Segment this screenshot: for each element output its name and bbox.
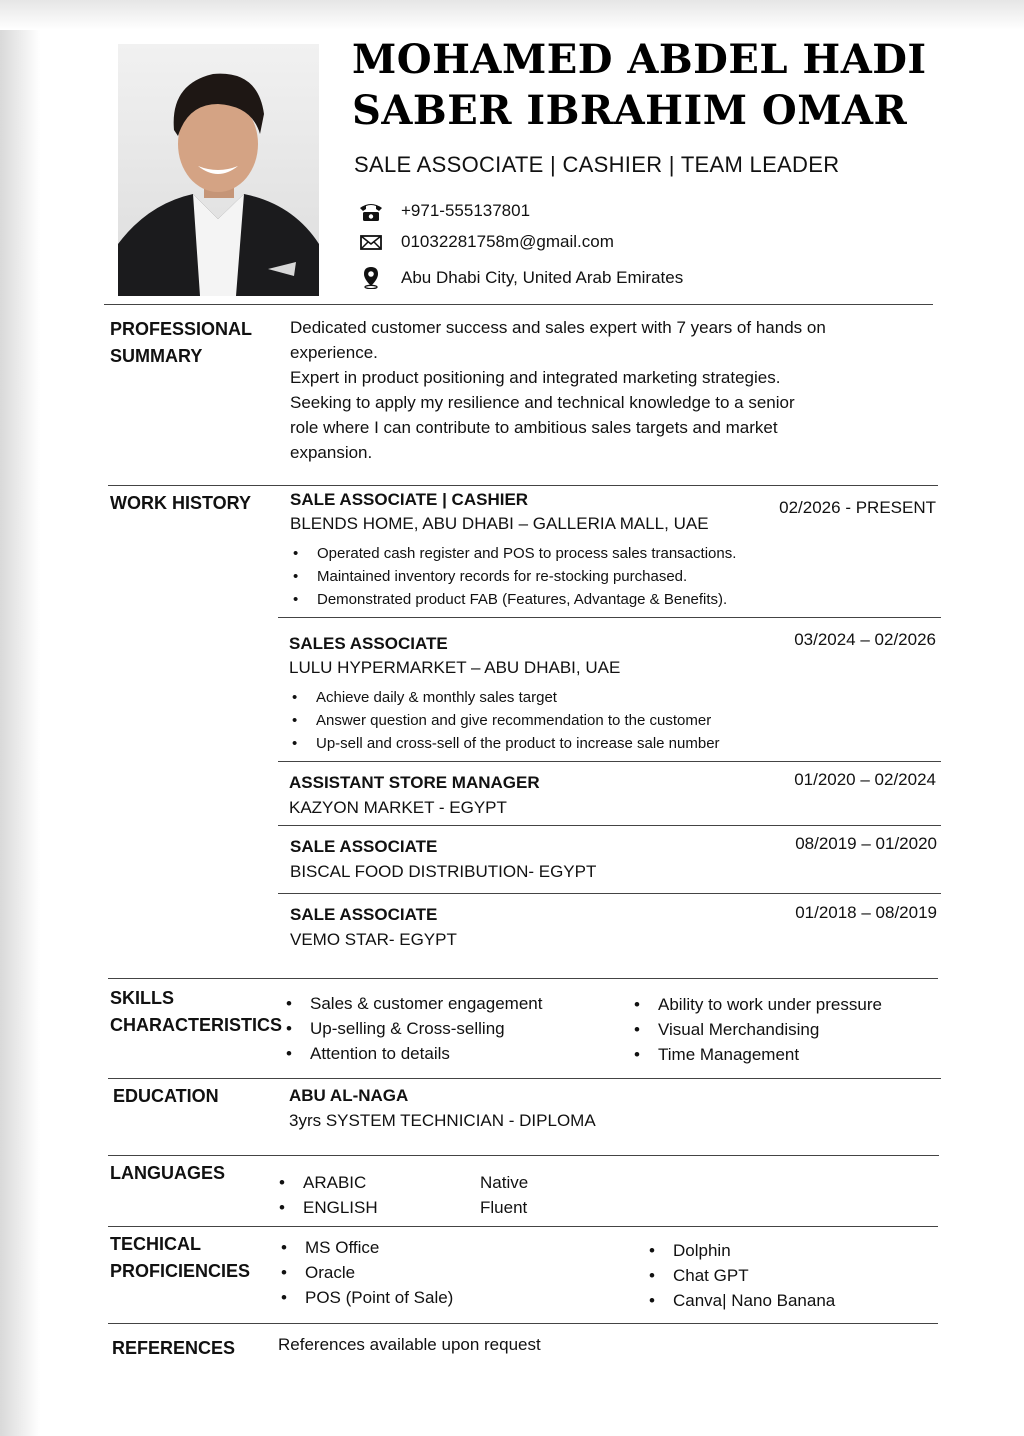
education-degree: 3yrs SYSTEM TECHNICIAN - DIPLOMA [289,1111,596,1130]
list-item: • Canva| Nano Banana [646,1288,835,1313]
job-4-company: BISCAL FOOD DISTRIBUTION- EGYPT [290,862,597,881]
education-divider [108,1155,939,1156]
list-item: • POS (Point of Sale) [278,1285,453,1310]
job-divider [278,617,941,618]
email-address: 01032281758m@gmail.com [401,232,614,251]
job-4-title: SALE ASSOCIATE [290,837,438,856]
list-item: • Dolphin [646,1238,835,1263]
location-text: Abu Dhabi City, United Arab Emirates [401,268,684,287]
list-item: • Up-sell and cross-sell of the product to increase sale number [289,732,720,755]
job-4-dates: 08/2019 – 01/2020 [795,834,937,853]
job-2-title: SALES ASSOCIATE [289,634,448,653]
list-item: • Maintained inventory records for re-stocking purchased. [290,565,736,588]
languages-heading: LANGUAGES [110,1163,226,1183]
job-2-bullets [289,686,720,755]
education-heading: EDUCATION [113,1086,219,1106]
summary-heading: PROFESSIONAL SUMMARY [110,319,253,366]
contact-location [358,267,683,289]
work-history-heading: WORK HISTORY [110,493,252,513]
profile-photo [118,44,319,296]
job-5-title: SALE ASSOCIATE [290,905,438,924]
language-level: Native [480,1173,529,1192]
phone-number: +971-555137801 [401,201,531,220]
header-divider [104,304,933,305]
references-text: References available upon request [278,1335,541,1354]
list-item [276,1195,528,1220]
job-divider [278,761,941,762]
list-item: • Visual Merchandising [631,1017,882,1042]
job-1-title: SALE ASSOCIATE | CASHIER [290,490,529,509]
job-2-company: LULU HYPERMARKET – ABU DHABI, UAE [289,658,621,677]
job-divider [278,825,941,826]
list-item: • Sales & customer engagement [283,991,542,1016]
skills-list-left [283,991,542,1066]
job-3-company: KAZYON MARKET - EGYPT [289,798,507,817]
skills-list-right [631,992,882,1067]
job-5-company: VEMO STAR- EGYPT [290,930,457,949]
job-divider [278,893,941,894]
page-shadow-top [0,0,1024,30]
name-line-2: SABER IBRAHIM OMAR [352,87,908,134]
technical-heading: TECHICAL PROFICIENCIES [110,1234,251,1281]
candidate-name [352,34,927,136]
skills-divider [108,1078,941,1079]
language-level: Fluent [480,1198,528,1217]
job-3-title: ASSISTANT STORE MANAGER [289,773,540,792]
education-school: ABU AL-NAGA [289,1086,409,1105]
job-1-dates: 02/2026 - PRESENT [779,498,936,517]
job-2-dates: 03/2024 – 02/2026 [794,630,936,649]
job-3-dates: 01/2020 – 02/2024 [794,770,936,789]
summary-divider [108,485,938,486]
job-5-dates: 01/2018 – 08/2019 [795,903,937,922]
list-item: • Oracle [278,1260,453,1285]
technical-list-right [646,1238,835,1313]
languages-divider [108,1226,938,1227]
technical-divider [108,1323,938,1324]
skills-heading: SKILLS CHARACTERISTICS [110,988,283,1035]
page-shadow-left [0,0,40,1436]
language-name: ENGLISH [303,1198,378,1217]
job-1-bullets [290,542,736,611]
contact-phone[interactable] [358,200,530,222]
telephone-icon [358,200,384,222]
name-line-1: MOHAMED ABDEL HADI [352,36,927,83]
location-pin-icon [358,267,384,289]
list-item: • MS Office [278,1235,453,1260]
technical-list-left [278,1235,453,1310]
list-item: • Answer question and give recommendation to the customer [289,709,720,732]
list-item: • Time Management [631,1042,882,1067]
list-item: • Operated cash register and POS to process sales transactions. [290,542,736,565]
list-item: • Attention to details [283,1041,542,1066]
list-item: • Ability to work under pressure [631,992,882,1017]
list-item: • Chat GPT [646,1263,835,1288]
list-item [276,1170,528,1195]
languages-list [276,1170,528,1220]
envelope-icon [358,231,384,253]
list-item: • Demonstrated product FAB (Features, Advantage & Benefits). [290,588,736,611]
language-name: ARABIC [303,1173,367,1192]
contact-email[interactable] [358,231,614,253]
references-heading: REFERENCES [112,1338,236,1358]
job-1-company: BLENDS HOME, ABU DHABI – GALLERIA MALL, UAE [290,514,709,533]
work-divider [108,978,938,979]
list-item: • Up-selling & Cross-selling [283,1016,542,1041]
summary-text: Dedicated customer success and sales expert with 7 years of hands on experience. Expert in product positioning and integrated marketing strategies. Seeking to apply my resilience and technical knowledge to a senior role where I can contribute to ambitious sales targets and market expansion. [290,318,826,462]
list-item: • Achieve daily & monthly sales target [289,686,720,709]
job-title-headline: SALE ASSOCIATE | CASHIER | TEAM LEADER [354,152,840,177]
